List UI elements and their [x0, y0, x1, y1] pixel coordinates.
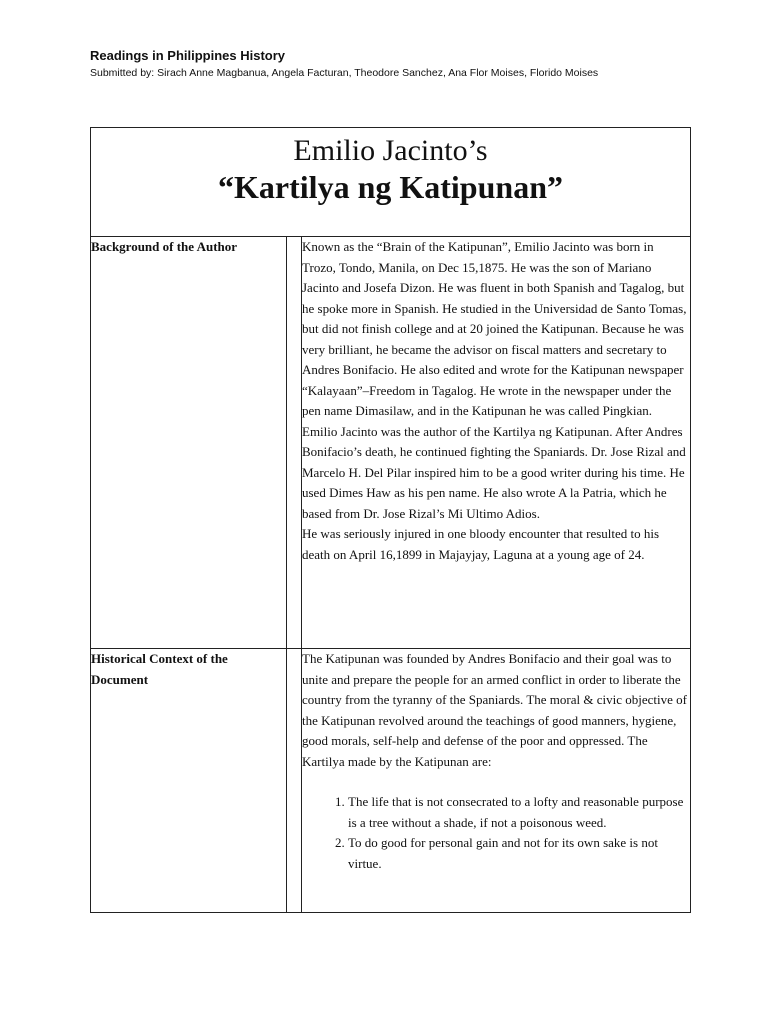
row-label-background: Background of the Author — [91, 237, 287, 649]
document-header-title: Readings in Philippines History — [90, 48, 286, 63]
document-title-line1: Emilio Jacinto’s — [293, 134, 488, 167]
background-paragraph: Known as the “Brain of the Katipunan”, Emilio Jacinto was born in Trozo, Tondo, Manila, on Dec 15,1875. He was the son of Mariano Jacinto and Josefa Dizon. He was fluent in both Spanish and Tagalog, but he spoke more in Spanish. He studied in the Universidad de Santo Tomas, but did not finish college and at 20 joined the Katipunan. Because he was very brilliant, he became the advisor on fiscal matters and secretary to Andres Bonifacio. He also edited and wrote for the Katipunan newspaper “Kalayaan”–Freedom in Tagalog. He wrote in the newspaper under the pen name Dimasilaw, and in the Katipunan he was called Pingkian. Emilio Jacinto was the author of the Kartilya ng Katipunan. After Andres Bonifacio’s death, he continued fighting the Spaniards. Dr. Jose Rizal and Marcelo H. Del Pilar inspired him to be a good writer during his time. He used Dimes Haw as his pen name. He also wrote A la Patria, which he based from Dr. Jose Rizal’s Mi Ultimo Adios. — [302, 239, 687, 521]
spacer-column — [287, 237, 302, 649]
document-title-line2: “Kartilya ng Katipunan” — [218, 169, 563, 205]
kartilya-list — [302, 792, 690, 874]
table-row — [91, 649, 691, 913]
title-cell — [91, 128, 691, 237]
table-row — [91, 237, 691, 649]
row-content-historical-context — [302, 649, 691, 913]
context-paragraph: The Katipunan was founded by Andres Bonifacio and their goal was to unite and prepare the people for an armed conflict in order to liberate the country from the tyranny of the Spaniards. The moral & civic objective of the Katipunan revolved around the teachings of good manners, hygiene, good morals, self-help and defense of the poor and oppressed. The Kartilya made by the Katipunan are: — [302, 651, 687, 769]
row-label-historical-context: Historical Context of the Document — [91, 649, 287, 913]
submitted-by-line: Submitted by: Sirach Anne Magbanua, Angela Facturan, Theodore Sanchez, Ana Flor Moises, Florido Moises — [90, 67, 599, 79]
spacer-column — [287, 649, 302, 913]
list-item: 1. The life that is not consecrated to a lofty and reasonable purpose is a tree without a shade, if not a poisonous weed. — [348, 792, 690, 833]
title-row — [91, 128, 691, 237]
row-content-background — [302, 237, 691, 649]
background-paragraph: He was seriously injured in one bloody encounter that resulted to his death on April 16,1899 in Majayjay, Laguna at a young age of 24. — [302, 526, 660, 562]
kartilya-table — [90, 127, 691, 913]
list-item: 2. To do good for personal gain and not for its own sake is not virtue. — [348, 833, 690, 874]
